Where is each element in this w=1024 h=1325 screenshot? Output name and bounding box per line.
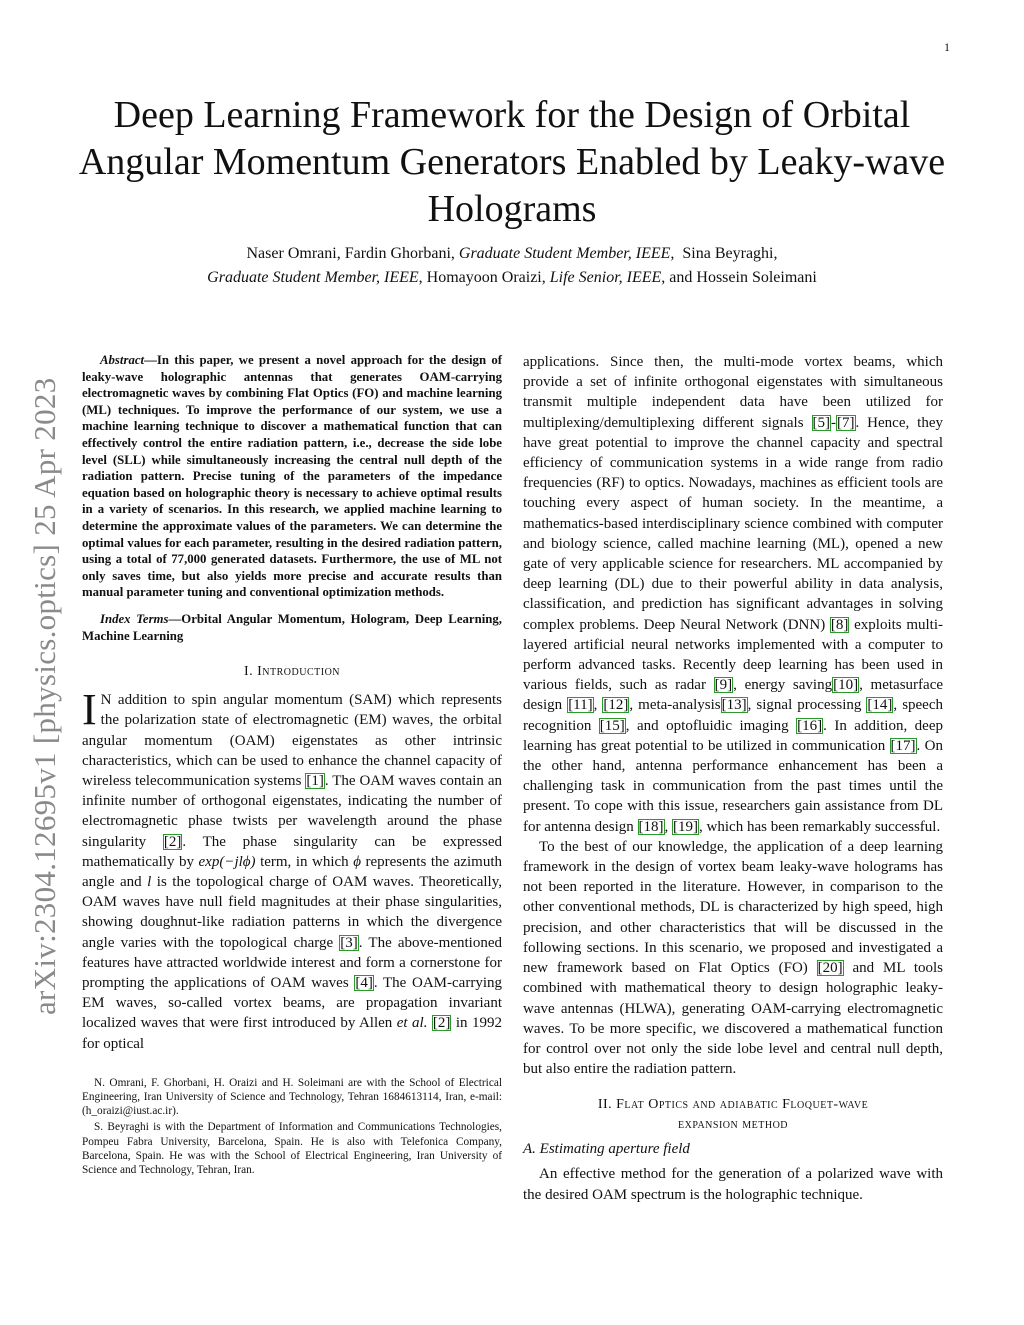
author-role: Life Senior, IEEE bbox=[549, 269, 662, 286]
citation-link[interactable]: [2] bbox=[163, 833, 182, 850]
citation-link[interactable]: [16] bbox=[797, 717, 823, 734]
citation-link[interactable]: [20] bbox=[817, 960, 843, 977]
citation-link[interactable]: [11] bbox=[568, 697, 593, 714]
citation-link[interactable]: [7] bbox=[837, 414, 855, 431]
author-line-1 bbox=[60, 242, 964, 266]
subsection-heading: A. Estimating aperture field bbox=[523, 1141, 690, 1158]
citation-link[interactable]: [9] bbox=[714, 677, 733, 694]
paper-title: Deep Learning Framework for the Design of Orbital Angular Momentum Generators Enabled by Leaky-wave Holograms bbox=[78, 94, 946, 230]
math-expression: exp(−jlϕ) bbox=[198, 853, 256, 870]
arxiv-watermark: arXiv:2304.12695v1 [physics.optics] 25 Apr 2023 bbox=[27, 377, 62, 1015]
citation-link[interactable]: [17] bbox=[890, 737, 916, 754]
introduction-paragraph: I N addition to spin angular momentum (SAM) which represents the polarization state of electromagnetic (EM) waves, the orbital angular momentum (OAM) eigenstates as other intrinsic characteristics, which can be used to enhance the channel capacity of wireless telecommunication systems [1]. The OAM waves contain an infinite number of orthogonal eigenstates, indicating the number of electromagnetic phase twists per wavelength around the phase singularity [2]. The phase singularity can be expressed mathematically by exp(−jlϕ) term, in which ϕ represents the azimuth angle and l is the topological charge of OAM waves. Theoretically, OAM waves have null field magnitudes at their phase singularities, showing doughnut-like radiation patterns in which the divergence angle varies with the topological charge [3]. The above-mentioned features have attracted worldwide interest and form a cornerstone for prompting the applications of OAM waves [4]. The OAM-carrying EM waves, so-called vortex beams, are propagation invariant localized waves that were first introduced by Allen et al. [2] in 1992 for optical bbox=[82, 685, 503, 1052]
author-role: Graduate Student Member, IEEE bbox=[207, 269, 419, 286]
citation-link[interactable]: [8] bbox=[830, 616, 849, 633]
citation-link[interactable]: [1] bbox=[306, 772, 324, 789]
footnote-affiliation-2: S. Beyraghi is with the Department of Information and Communications Technologies, Pompeu Fabra University, Barcelona, Spain. He is also with Telefonica Company, Barcelona, Spain. He was with the School of Electrical Engineering, Iran University of Science and Technology, Tehran, Iran. bbox=[82, 1121, 502, 1176]
author-names: Sina Beyraghi, bbox=[674, 245, 778, 262]
math-symbol: l bbox=[147, 873, 152, 890]
citation-link[interactable]: [18] bbox=[638, 818, 664, 835]
left-column bbox=[82, 352, 502, 1177]
citation-link[interactable]: [14] bbox=[867, 697, 893, 714]
index-terms-text: —Orbital Angular Momentum, Hologram, Deep Learning, Machine Learning bbox=[82, 611, 502, 643]
introduction-continued bbox=[523, 352, 943, 1079]
author-names: , and Hossein Soleimani bbox=[661, 269, 817, 286]
footnotes bbox=[82, 1076, 502, 1177]
abstract bbox=[82, 352, 502, 601]
introduction-body bbox=[82, 685, 503, 1054]
body-paragraph: An effective method for the generation of a polarized wave with the desired OAM spectrum is the holographic technique. bbox=[523, 1166, 943, 1203]
citation-link[interactable]: [13] bbox=[721, 697, 747, 714]
citation-link[interactable]: [15] bbox=[599, 717, 625, 734]
section-heading-line: expansion method bbox=[677, 1117, 789, 1133]
body-paragraph: To the best of our knowledge, the application of a deep learning framework in the design of vortex beam leaky-wave holograms has not been reported in the literature. However, in comparison to the other conventional methods, DL is characterized by high speed, high precision, and other characteristics that will be discussed in the following sections. In this scenario, we proposed and investigated a new framework based on Flat Optics (FO) [20] and ML tools combined with mathematical theory to design holographic leaky-wave antennas (HLWA), generating OAM-carrying electromagnetic waves. To be more specific, we discovered a mathematical function for control over not only the side lobe level and central null depth, but also entire the radiation pattern. bbox=[523, 838, 943, 1078]
author-list bbox=[60, 242, 964, 290]
author-line-2 bbox=[60, 266, 964, 290]
citation-link[interactable]: [3] bbox=[340, 934, 358, 951]
section-heading-introduction: I. Introduction bbox=[243, 664, 341, 680]
page-number: 1 bbox=[944, 40, 950, 54]
section-heading-flat-optics bbox=[523, 1095, 943, 1135]
citation-link[interactable]: [5] bbox=[812, 414, 830, 431]
citation-link[interactable]: [2] bbox=[432, 1015, 451, 1032]
citation-link[interactable]: [19] bbox=[673, 818, 699, 835]
section2-body bbox=[523, 1164, 943, 1204]
citation-link[interactable]: [4] bbox=[355, 974, 373, 991]
abstract-text: —In this paper, we present a novel approach for the design of leaky-wave holographic antennas that generates OAM-carrying electromagnetic waves by combining Flat Optics (FO) and machine learning (ML) techniques. To improve the performance of our system, we use a machine learning technique to discover a mathematical function that can effectively control the entire radiation pattern, i.e., decrease the side lobe level (SLL) while simultaneously increasing the central null depth of the radiation pattern. Precise tuning of the parameters of the impedance equation based on holographic theory is necessary to achieve optimal results in a variety of scenarios. In this research, we applied machine learning to determine the approximate values of the parameters. We can determine the optimal values for each parameter, resulting in the desired radiation pattern, using a total of 77,000 generated datasets. Furthermore, the use of ML not only saves time, but also yields more precise and accurate results than manual parameter tuning and conventional optimization methods. bbox=[82, 353, 502, 600]
index-terms bbox=[82, 611, 502, 644]
citation-link[interactable]: [12] bbox=[603, 697, 629, 714]
math-symbol: ϕ bbox=[353, 853, 361, 870]
author-names: Naser Omrani, Fardin Ghorbani, bbox=[246, 245, 459, 262]
abstract-label: Abstract bbox=[100, 353, 145, 367]
section-heading-line: II. Flat Optics and adiabatic Floquet-wave bbox=[597, 1097, 869, 1113]
drop-cap: I bbox=[82, 685, 97, 735]
footnote-affiliation-1: N. Omrani, F. Ghorbani, H. Oraizi and H. Soleimani are with the School of Electrical Engineering, Iran University of Science and Technology, Tehran 1684613114, Iran, e-mail: (h_oraizi@iust.ac.ir). bbox=[82, 1076, 502, 1118]
author-role: Graduate Student Member, IEEE, bbox=[458, 245, 675, 262]
citation-link[interactable]: [10] bbox=[833, 677, 859, 694]
body-paragraph: applications. Since then, the multi-mode vortex beams, which provide a set of infinite orthogonal eigenstates with simultaneous transmit multiple independent data have been utilized for multiplexing/demultiplexing different signals [5]-[7]. Hence, they have great potential to improve the channel capacity and spectral efficiency of communication systems in a wide range from radio frequencies (RF) to optics. Nowadays, machines as efficient tools are touching every aspect of human society. In the meantime, a mathematics-based interdisciplinary science combined with computer and biology science, called machine learning (ML), opened a new gate of very applicable science for researchers. ML accompanied by deep learning (DL) due to their powerful ability in data analysis, classification, and prediction has significant advantages in solving complex problems. Deep Neural Network (DNN) [8] exploits multi-layered artificial neural networks implemented with a computer to perform advanced tasks. Recently deep learning has been used in various fields, such as radar [9], energy saving[10], metasurface design [11], [12], meta-analysis[13], signal processing [14], speech recognition [15], and optofluidic imaging [16]. In addition, deep learning has great potential to be utilized in communication [17]. On the other hand, antenna performance enhancement has been a challenging task in communication from the past times until the present. To cope with this issue, researchers gain assistance from DL for antenna design [18], [19], which has been remarkably successful. bbox=[523, 354, 944, 835]
index-terms-label: Index Terms bbox=[100, 611, 169, 626]
right-column bbox=[523, 352, 943, 1205]
author-names: , Homayoon Oraizi, bbox=[418, 269, 550, 286]
